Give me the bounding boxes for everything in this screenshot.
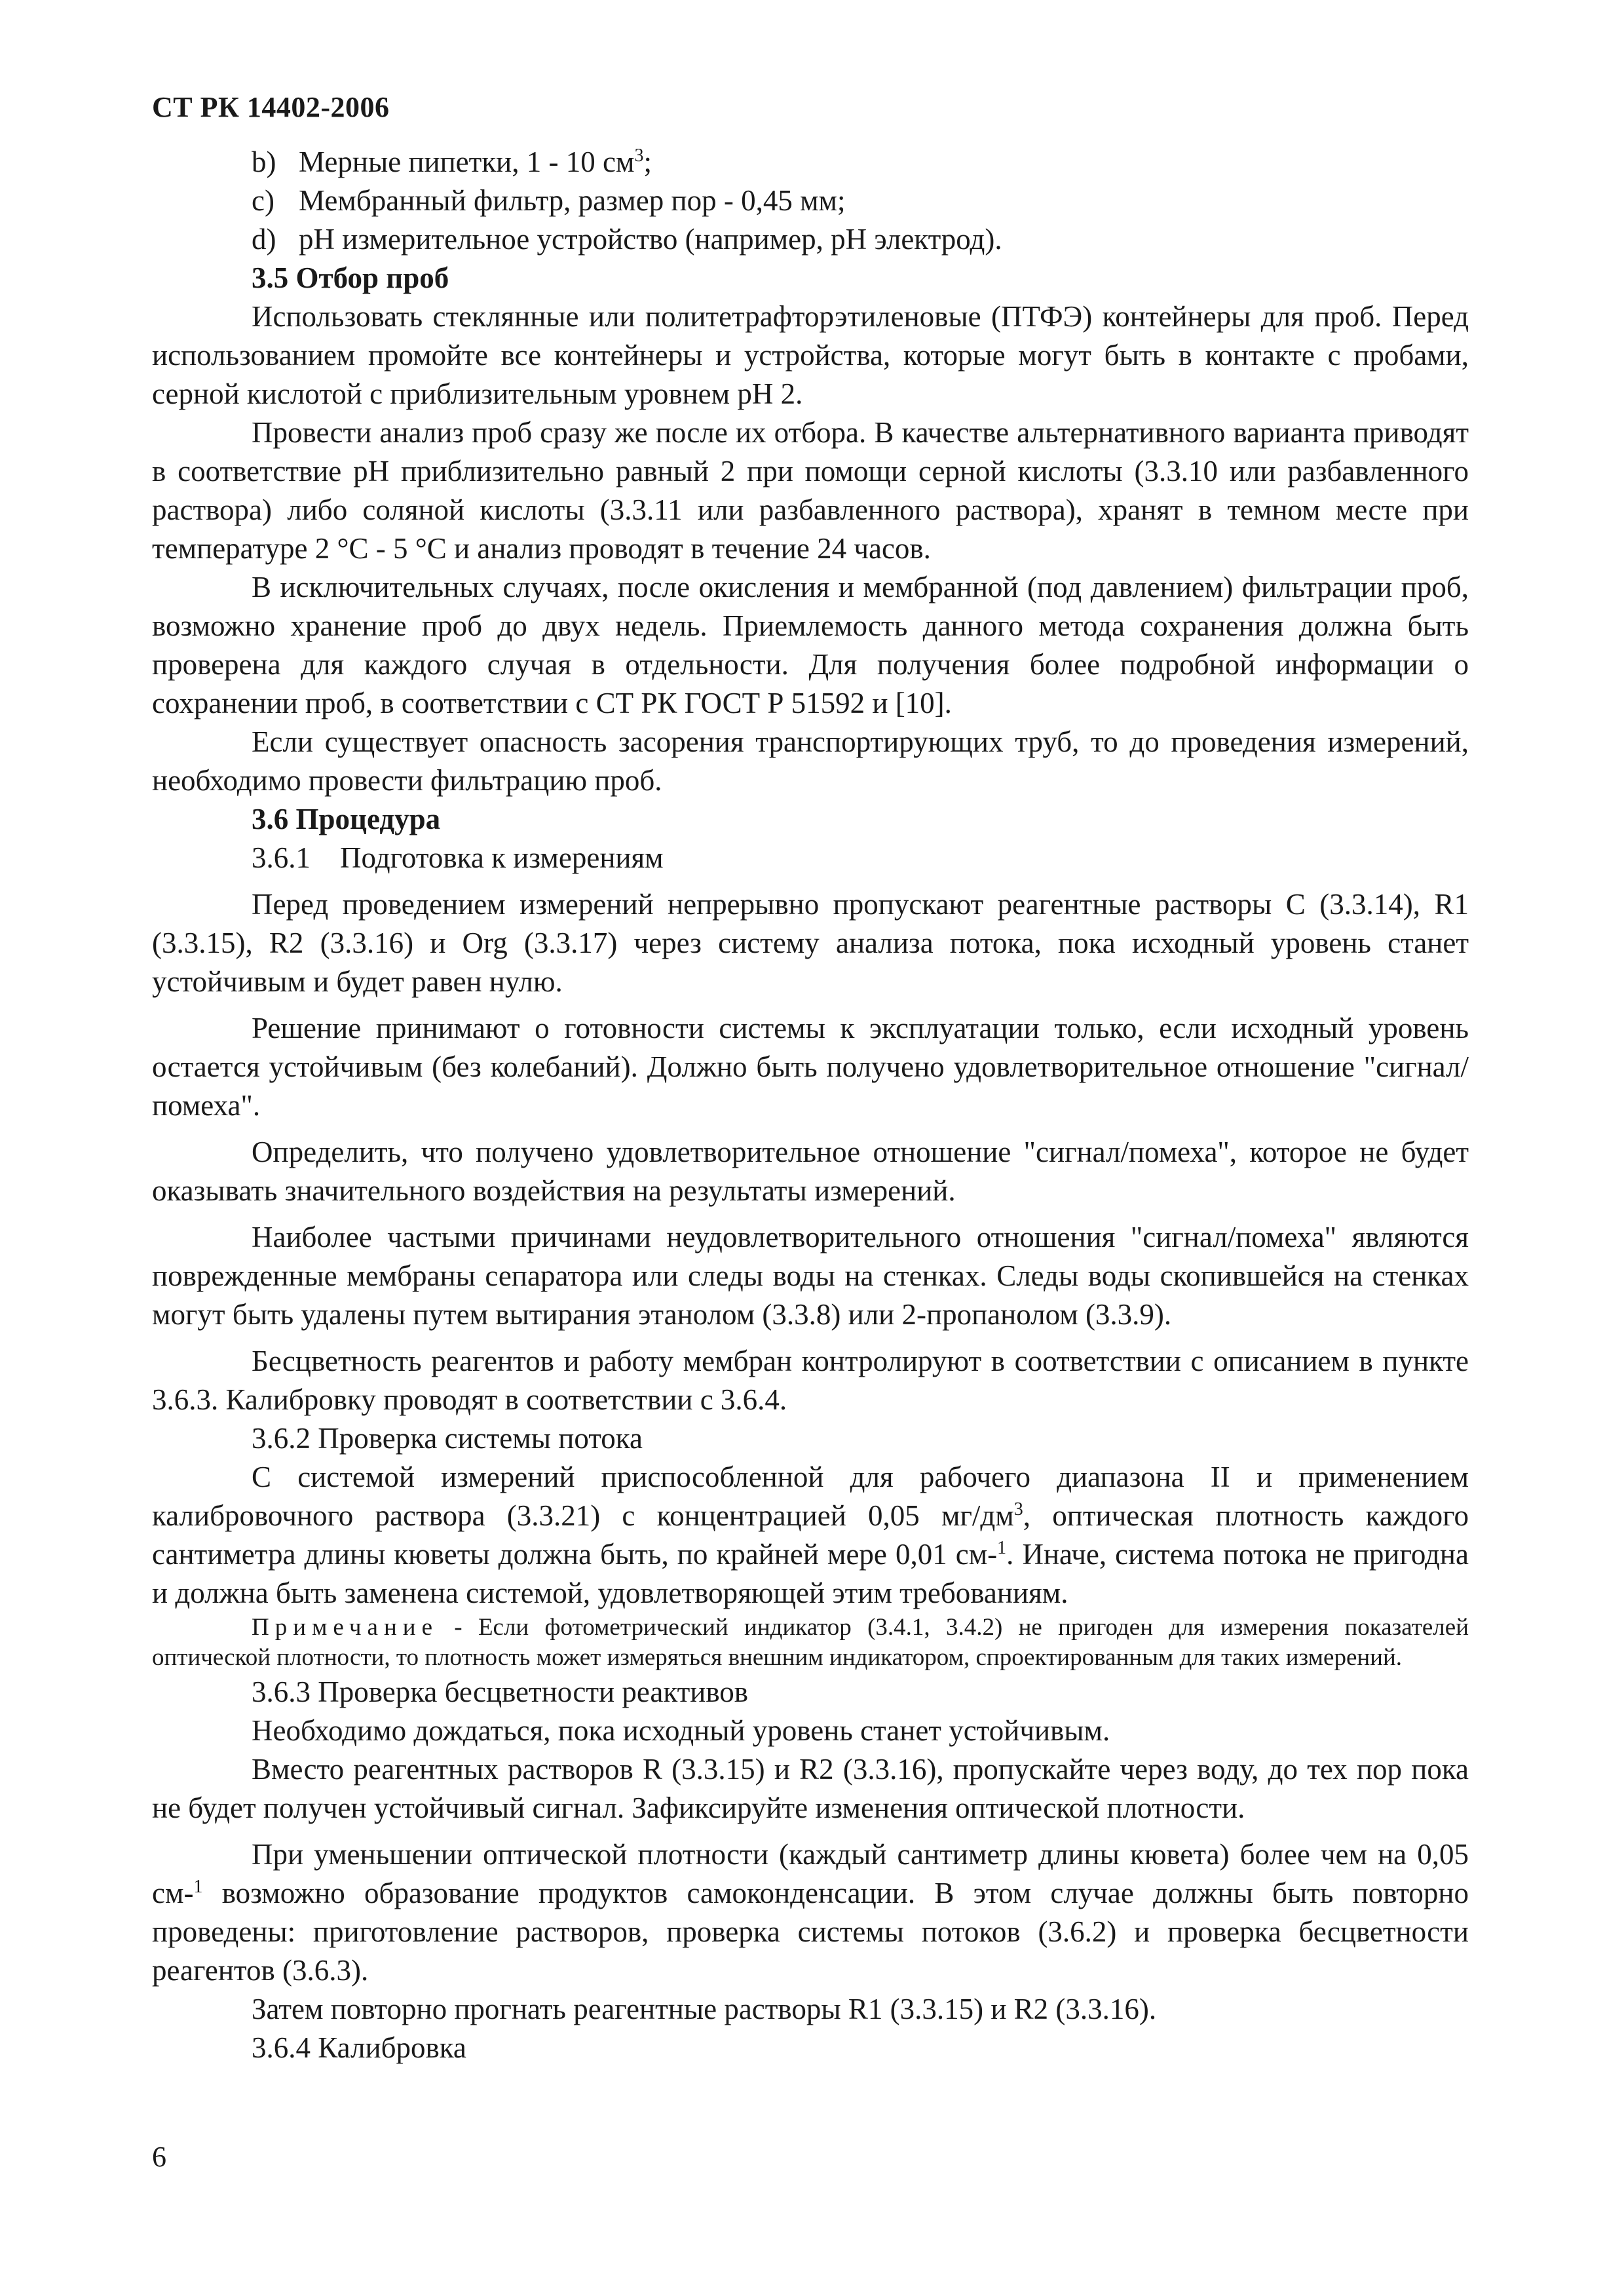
section-heading-3-6: 3.6 Процедура <box>252 803 441 835</box>
paragraph: В исключительных случаях, после окисления и мембранной (под давлением) фильтрации проб, возможно хранение проб до двух недель. Приемлемость данного метода сохранения должна быть проверена для каждого случая в отдельности. Для получения более подробной информации о сохранении проб, в соответствии с СТ РК ГОСТ Р 51592 и [10]. <box>152 571 1469 719</box>
note <box>152 1613 1469 1673</box>
paragraph: Вместо реагентных растворов R (3.3.15) и R2 (3.3.16), пропускайте через воду, до тех пор пока не будет получен устойчивый сигнал. Зафиксируйте изменения оптической плотности. <box>152 1753 1469 1824</box>
list-item: d) pH измерительное устройство (например, pH электрод). <box>152 220 1469 259</box>
paragraph: Затем повторно прогнать реагентные растворы R1 (3.3.15) и R2 (3.3.16). <box>252 1993 1157 2025</box>
subsection-heading-3-6-1: 3.6.1 Подготовка к измерениям <box>252 841 664 874</box>
list-item-label: b) <box>252 145 276 178</box>
list-item-label: c) <box>252 184 274 217</box>
paragraph: Перед проведением измерений непрерывно пропускают реагентные растворы С (3.3.14), R1 (3.3.15), R2 (3.3.16) и Org (3.3.17) через систему анализа потока, пока исходный уровень станет устойчивым и будет равен нулю. <box>152 888 1469 998</box>
list-item-label: d) <box>252 223 276 256</box>
paragraph: При уменьшении оптической плотности (каждый сантиметр длины кювета) более чем на 0,05 см-$^1$ возможно образование продуктов самоконденсации. В этом случае должны быть повторно проведены: приготовление растворов, проверка системы потоков (3.6.2) и проверка бесцветности реагентов (3.6.3). <box>152 1838 1469 1987</box>
paragraph: Использовать стеклянные или политетрафторэтиленовые (ПТФЭ) контейнеры для проб. Перед использованием промойте все контейнеры и устройства, которые могут быть в контакте с пробами, серной кислотой с приблизительным уровнем pH 2. <box>152 300 1469 410</box>
paragraph: Определить, что получено удовлетворительное отношение "сигнал/помеха", которое не будет оказывать значительного воздействия на результаты измерений. <box>152 1136 1469 1207</box>
paragraph: Если существует опасность засорения транспортирующих труб, то до проведения измерений, необходимо провести фильтрацию проб. <box>152 725 1469 797</box>
note-label: Примечание <box>252 1614 438 1641</box>
paragraph: С системой измерений приспособленной для рабочего диапазона II и применением калибровочного раствора (3.3.21) с концентрацией 0,05 $мг/дм^3$, оптическая плотность каждого сантиметра длины кюветы должна быть, по крайней мере 0,01 см-$^1$. Иначе, система потока не пригодна и должна быть заменена системой, удовлетворяющей этим требованиям. <box>152 1461 1469 1609</box>
subsection-heading-3-6-3: 3.6.3 Проверка бесцветности реактивов <box>252 1675 749 1708</box>
paragraph: Необходимо дождаться, пока исходный уровень станет устойчивым. <box>252 1714 1110 1747</box>
paragraph: Провести анализ проб сразу же после их отбора. В качестве альтернативного варианта приводят в соответствие pH приблизительно равный 2 при помощи серной кислоты (3.3.10 или разбавленного раствора) либо соляной кислоты (3.3.11 или разбавленного раствора), хранят в темном месте при температуре 2 °С - 5 °С и анализ проводят в течение 24 часов. <box>152 416 1469 565</box>
list-item: c) Мембранный фильтр, размер пор - 0,45 мм; <box>152 182 1469 220</box>
paragraph: Бесцветность реагентов и работу мембран контролируют в соответствии с описанием в пункте 3.6.3. Калибровку проводят в соответствии с 3.6.4. <box>152 1345 1469 1416</box>
section-heading-3-5: 3.5 Отбор проб <box>252 261 449 294</box>
list-item: b) Мерные пипетки, 1 - 10 $см^3$; <box>152 143 1469 182</box>
note-text: - Если фотометрический индикатор (3.4.1, 3.4.2) не пригоден для измерения показателей оптической плотности, то плотность может измеряться внешним индикатором, спроектированным для таких измерений. <box>152 1614 1469 1671</box>
paragraph: Наиболее частыми причинами неудовлетворительного отношения "сигнал/помеха" являются поврежденные мембраны сепаратора или следы воды на стенках. Следы воды скопившейся на стенках могут быть удалены путем вытирания этанолом (3.3.8) или 2-пропанолом (3.3.9). <box>152 1221 1469 1331</box>
paragraph: Решение принимают о готовности системы к эксплуатации только, если исходный уровень остается устойчивым (без колебаний). Должно быть получено удовлетворительное отношение "сигнал/помеха". <box>152 1012 1469 1122</box>
subsection-heading-3-6-2: 3.6.2 Проверка системы потока <box>252 1422 643 1455</box>
page-number: 6 <box>152 2141 166 2173</box>
document-id-header: СТ РК 14402-2006 <box>152 91 390 123</box>
page-content <box>152 143 1469 2067</box>
subsection-heading-3-6-4: 3.6.4 Калибровка <box>252 2031 466 2064</box>
